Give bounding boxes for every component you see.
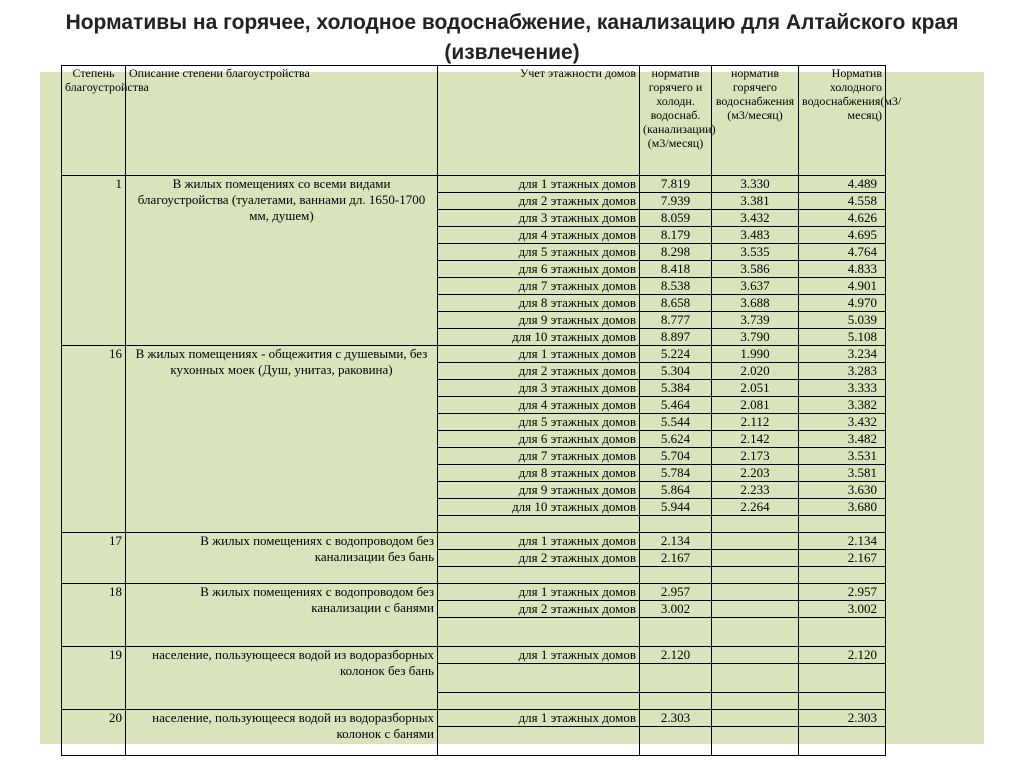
norm-hot-cell: 3.330: [712, 176, 799, 193]
slide-title: Нормативы на горячее, холодное водоснабжение, канализацию для Алтайского края (извлечение): [65, 11, 959, 64]
norm-combined-cell: 8.658: [640, 295, 712, 312]
norm-combined-cell: 5.384: [640, 380, 712, 397]
floors-cell: для 6 этажных домов: [438, 261, 640, 278]
norm-cold-cell: 3.382: [799, 397, 886, 414]
floors-cell: для 6 этажных домов: [438, 431, 640, 448]
norm-combined-cell: 7.939: [640, 193, 712, 210]
norm-cold-cell: 4.695: [799, 227, 886, 244]
floors-cell: для 4 этажных домов: [438, 397, 640, 414]
norm-combined-cell: 8.298: [640, 244, 712, 261]
norm-hot-cell: 2.051: [712, 380, 799, 397]
description-cell: В жилых помещениях - общежития с душевыми, без кухонных моек (Душ, унитаз, раковина): [126, 346, 438, 533]
norm-cold-cell: 3.283: [799, 363, 886, 380]
blank-cell: [799, 567, 886, 584]
norm-combined-cell: 8.538: [640, 278, 712, 295]
description-cell: население, пользующееся водой из водоразборных колонок без бань: [126, 647, 438, 710]
floors-cell: для 9 этажных домов: [438, 312, 640, 329]
norm-cold-cell: 3.432: [799, 414, 886, 431]
blank-cell: [640, 693, 712, 710]
norm-hot-cell: 2.020: [712, 363, 799, 380]
norm-hot-cell: 3.381: [712, 193, 799, 210]
floors-cell: для 2 этажных домов: [438, 550, 640, 567]
norm-cold-cell: 2.134: [799, 533, 886, 550]
blank-cell: [640, 618, 712, 647]
norm-combined-cell: 5.544: [640, 414, 712, 431]
degree-cell: 17: [62, 533, 126, 584]
norm-combined-cell: 5.704: [640, 448, 712, 465]
norm-combined-cell: 2.134: [640, 533, 712, 550]
norm-hot-cell: [712, 584, 799, 601]
norm-hot-cell: 3.739: [712, 312, 799, 329]
norm-hot-cell: 2.203: [712, 465, 799, 482]
floors-cell: для 1 этажных домов: [438, 584, 640, 601]
norm-combined-cell: 8.777: [640, 312, 712, 329]
norm-cold-cell: 3.680: [799, 499, 886, 516]
floors-cell: для 5 этажных домов: [438, 244, 640, 261]
norm-hot-cell: 2.112: [712, 414, 799, 431]
header-norm-combined: норматив горячего и холодн. водоснаб. (канализации) (м3/месяц): [640, 66, 712, 176]
norm-hot-cell: [712, 601, 799, 618]
norm-hot-cell: 3.688: [712, 295, 799, 312]
floors-cell: для 2 этажных домов: [438, 601, 640, 618]
blank-cell: [799, 516, 886, 533]
table-row: [62, 584, 886, 601]
floors-cell: для 10 этажных домов: [438, 499, 640, 516]
norm-cold-cell: 3.002: [799, 601, 886, 618]
degree-cell: 20: [62, 710, 126, 756]
norm-cold-cell: 4.558: [799, 193, 886, 210]
norm-cold-cell: 4.764: [799, 244, 886, 261]
norm-combined-cell: 2.303: [640, 710, 712, 727]
norm-combined-cell: 5.304: [640, 363, 712, 380]
norms-table: [61, 65, 902, 756]
norm-hot-cell: 3.432: [712, 210, 799, 227]
norm-cold-cell: 4.901: [799, 278, 886, 295]
norm-cold-cell: 2.120: [799, 647, 886, 664]
norm-combined-cell: 8.059: [640, 210, 712, 227]
floors-cell: для 1 этажных домов: [438, 346, 640, 363]
header-floors: Учет этажности домов: [438, 66, 640, 176]
blank-cell: [640, 727, 712, 756]
norm-cold-cell: 3.482: [799, 431, 886, 448]
norm-cold-cell: 2.303: [799, 710, 886, 727]
blank-cell: [640, 664, 712, 693]
table-row: [62, 533, 886, 550]
description-cell: В жилых помещениях с водопроводом без канализации с банями: [126, 584, 438, 647]
description-cell: население, пользующееся водой из водоразборных колонок с банями: [126, 710, 438, 756]
norm-cold-cell: 3.333: [799, 380, 886, 397]
blank-cell: [438, 516, 640, 533]
norm-combined-cell: 5.944: [640, 499, 712, 516]
norm-hot-cell: [712, 710, 799, 727]
floors-cell: для 1 этажных домов: [438, 710, 640, 727]
norm-cold-cell: 3.630: [799, 482, 886, 499]
floors-cell: для 8 этажных домов: [438, 465, 640, 482]
degree-cell: 19: [62, 647, 126, 710]
norm-cold-cell: 2.957: [799, 584, 886, 601]
norm-hot-cell: [712, 550, 799, 567]
table-row: [62, 710, 886, 727]
degree-cell: 1: [62, 176, 126, 346]
norm-cold-cell: 4.970: [799, 295, 886, 312]
norm-cold-cell: 5.039: [799, 312, 886, 329]
norm-hot-cell: 3.535: [712, 244, 799, 261]
norm-cold-cell: 4.489: [799, 176, 886, 193]
norm-hot-cell: [712, 647, 799, 664]
norm-cold-cell: 4.833: [799, 261, 886, 278]
blank-cell: [712, 567, 799, 584]
norm-combined-cell: 5.864: [640, 482, 712, 499]
norm-combined-cell: 8.179: [640, 227, 712, 244]
floors-cell: для 5 этажных домов: [438, 414, 640, 431]
norm-cold-cell: 3.234: [799, 346, 886, 363]
table-row: [62, 176, 886, 193]
header-norm-hot: норматив горячего водоснабжения (м3/месяц): [712, 66, 799, 176]
norm-cold-cell: 3.581: [799, 465, 886, 482]
degree-cell: 18: [62, 584, 126, 647]
blank-cell: [712, 727, 799, 756]
blank-cell: [712, 693, 799, 710]
blank-cell: [438, 618, 640, 647]
blank-cell: [640, 567, 712, 584]
floors-cell: для 2 этажных домов: [438, 193, 640, 210]
header-norm-cold: Норматив холодного водоснабжения(м3/месяц): [799, 66, 886, 176]
blank-cell: [712, 664, 799, 693]
floors-cell: для 3 этажных домов: [438, 210, 640, 227]
table-row: [62, 647, 886, 664]
norm-hot-cell: 2.081: [712, 397, 799, 414]
norm-hot-cell: 3.483: [712, 227, 799, 244]
floors-cell: для 10 этажных домов: [438, 329, 640, 346]
norm-hot-cell: 1.990: [712, 346, 799, 363]
blank-cell: [799, 727, 886, 756]
blank-cell: [640, 516, 712, 533]
blank-cell: [438, 693, 640, 710]
floors-cell: для 9 этажных домов: [438, 482, 640, 499]
floors-cell: для 1 этажных домов: [438, 533, 640, 550]
header-description: Описание степени благоустройства: [126, 66, 438, 176]
norm-hot-cell: 2.233: [712, 482, 799, 499]
norm-hot-cell: 2.142: [712, 431, 799, 448]
norm-combined-cell: 5.624: [640, 431, 712, 448]
blank-cell: [712, 618, 799, 647]
blank-cell: [712, 516, 799, 533]
norm-combined-cell: 2.167: [640, 550, 712, 567]
blank-cell: [438, 567, 640, 584]
description-cell: В жилых помещениях со всеми видами благоустройства (туалетами, ваннами дл. 1650-1700 мм, душем): [126, 176, 438, 346]
norms-table-body: [62, 176, 886, 756]
norm-combined-cell: 5.784: [640, 465, 712, 482]
norm-cold-cell: 2.167: [799, 550, 886, 567]
norm-combined-cell: 7.819: [640, 176, 712, 193]
table-row: [62, 346, 886, 363]
norm-hot-cell: 3.586: [712, 261, 799, 278]
floors-cell: для 4 этажных домов: [438, 227, 640, 244]
norm-combined-cell: 2.120: [640, 647, 712, 664]
norm-combined-cell: 8.897: [640, 329, 712, 346]
floors-cell: для 1 этажных домов: [438, 176, 640, 193]
floors-cell: для 2 этажных домов: [438, 363, 640, 380]
header-degree: Степень благоустройства: [62, 66, 126, 176]
norm-cold-cell: 5.108: [799, 329, 886, 346]
blank-cell: [438, 727, 640, 756]
blank-cell: [799, 618, 886, 647]
norm-combined-cell: 3.002: [640, 601, 712, 618]
norm-hot-cell: 2.264: [712, 499, 799, 516]
norm-combined-cell: 5.224: [640, 346, 712, 363]
blank-cell: [799, 693, 886, 710]
norm-combined-cell: 5.464: [640, 397, 712, 414]
floors-cell: для 7 этажных домов: [438, 278, 640, 295]
blank-cell: [799, 664, 886, 693]
norm-hot-cell: 3.790: [712, 329, 799, 346]
degree-cell: 16: [62, 346, 126, 533]
norm-combined-cell: 2.957: [640, 584, 712, 601]
norm-hot-cell: 3.637: [712, 278, 799, 295]
norm-cold-cell: 3.531: [799, 448, 886, 465]
floors-cell: для 8 этажных домов: [438, 295, 640, 312]
norm-cold-cell: 4.626: [799, 210, 886, 227]
norm-combined-cell: 8.418: [640, 261, 712, 278]
description-cell: В жилых помещениях с водопроводом без канализации без бань: [126, 533, 438, 584]
floors-cell: для 7 этажных домов: [438, 448, 640, 465]
norm-hot-cell: [712, 533, 799, 550]
floors-cell: для 1 этажных домов: [438, 647, 640, 664]
norm-hot-cell: 2.173: [712, 448, 799, 465]
floors-cell: для 3 этажных домов: [438, 380, 640, 397]
blank-cell: [438, 664, 640, 693]
